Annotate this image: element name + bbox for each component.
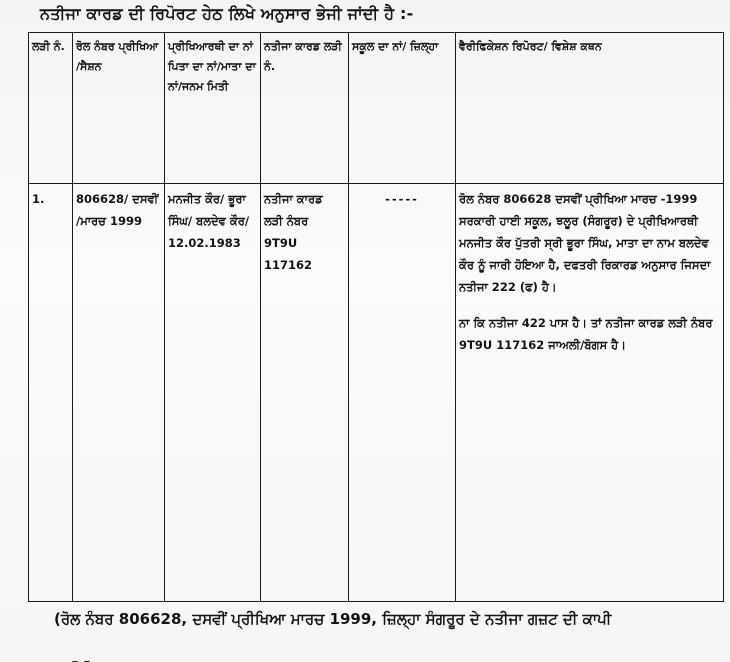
header-serial-no: ਲੜੀ ਨੰ. <box>29 33 73 184</box>
report-heading: ਨਤੀਜਾ ਕਾਰਡ ਦੀ ਰਿਪੋਰਟ ਹੇਠ ਲਿਖੇ ਅਨੁਸਾਰ ਭੇਜੀ ਜਾਂਦੀ ਹੈ :- <box>40 4 414 23</box>
table-row <box>29 184 724 602</box>
remarks-paragraph-1: ਰੋਲ ਨੰਬਰ 806628 ਦਸਵੀਂ ਪ੍ਰੀਖਿਆ ਮਾਰਚ -1999 ਸਰਕਾਰੀ ਹਾਈ ਸਕੂਲ, ਝਲੂਰ (ਸੰਗਰੂਰ) ਦੇ ਪ੍ਰੀਖਿਆਰਥੀ ਮਨਜੀਤ ਕੌਰ ਪੁੱਤਰੀ ਸ੍ਰੀ ਭੂਰਾ ਸਿੰਘ, ਮਾਤਾ ਦਾ ਨਾਮ ਬਲਦੇਵ ਕੌਰ ਨੂੰ ਜਾਰੀ ਹੋਇਆ ਹੈ, ਦਫਤਰੀ ਰਿਕਾਰਡ ਅਨੁਸਾਰ ਜਿਸਦਾ ਨਤੀਜਾ 222 (ਫ) ਹੈ। <box>459 192 711 294</box>
remarks-paragraph-2: ਨਾ ਕਿ ਨਤੀਜਾ 422 ਪਾਸ ਹੈ। ਤਾਂ ਨਤੀਜਾ ਕਾਰਡ ਲੜੀ ਨੰਬਰ 9T9U 117162 ਜਾਅਲੀ/ਬੋਗਸ ਹੈ। <box>459 316 713 352</box>
header-verification-report: ਵੈਰੀਫਿਕੇਸ਼ਨ ਰਿਪੋਰਟ/ ਵਿਸ਼ੇਸ਼ ਕਥਨ <box>456 33 724 184</box>
cell-result-card-no: ਨਤੀਜਾ ਕਾਰਡ ਲੜੀ ਨੰਬਰ 9T9U 117162 <box>261 184 349 602</box>
header-roll-number: ਰੋਲ ਨੰਬਰ ਪ੍ਰੀਖਿਆ /ਸੈਸ਼ਨ <box>73 33 165 184</box>
header-school-district: ਸਕੂਲ ਦਾ ਨਾਂ/ ਜ਼ਿਲ੍ਹਾ <box>349 33 456 184</box>
cell-roll-number: 806628/ ਦਸਵੀਂ /ਮਾਰਚ 1999 <box>73 184 165 602</box>
verification-table <box>28 32 724 602</box>
cell-candidate-details: ਮਨਜੀਤ ਕੌਰ/ ਭੂਰਾ ਸਿੰਘ/ ਬਲਦੇਵ ਕੌਰ/ 12.02.1983 <box>165 184 261 602</box>
cell-serial-no: 1. <box>29 184 73 602</box>
cell-school-district <box>349 184 456 602</box>
header-result-card-no: ਨਤੀਜਾ ਕਾਰਡ ਲੜੀ ਨੰ. <box>261 33 349 184</box>
table-header-row <box>29 33 724 184</box>
cell-verification-report <box>456 184 724 602</box>
cut-off-text-fragment <box>72 652 112 662</box>
footer-note: (ਰੋਲ ਨੰਬਰ 806628, ਦਸਵੀਂ ਪ੍ਰੀਖਿਆ ਮਾਰਚ 1999, ਜ਼ਿਲ੍ਹਾ ਸੰਗਰੂਰ ਦੇ ਨਤੀਜਾ ਗਜ਼ਟ ਦੀ ਕਾਪੀ <box>54 610 612 628</box>
header-candidate-details: ਪ੍ਰੀਖਿਆਰਥੀ ਦਾ ਨਾਂ ਪਿਤਾ ਦਾ ਨਾਂ/ਮਾਤਾ ਦਾ ਨਾਂ/ਜਨਮ ਮਿਤੀ <box>165 33 261 184</box>
school-empty-dash: ----- <box>385 192 419 206</box>
